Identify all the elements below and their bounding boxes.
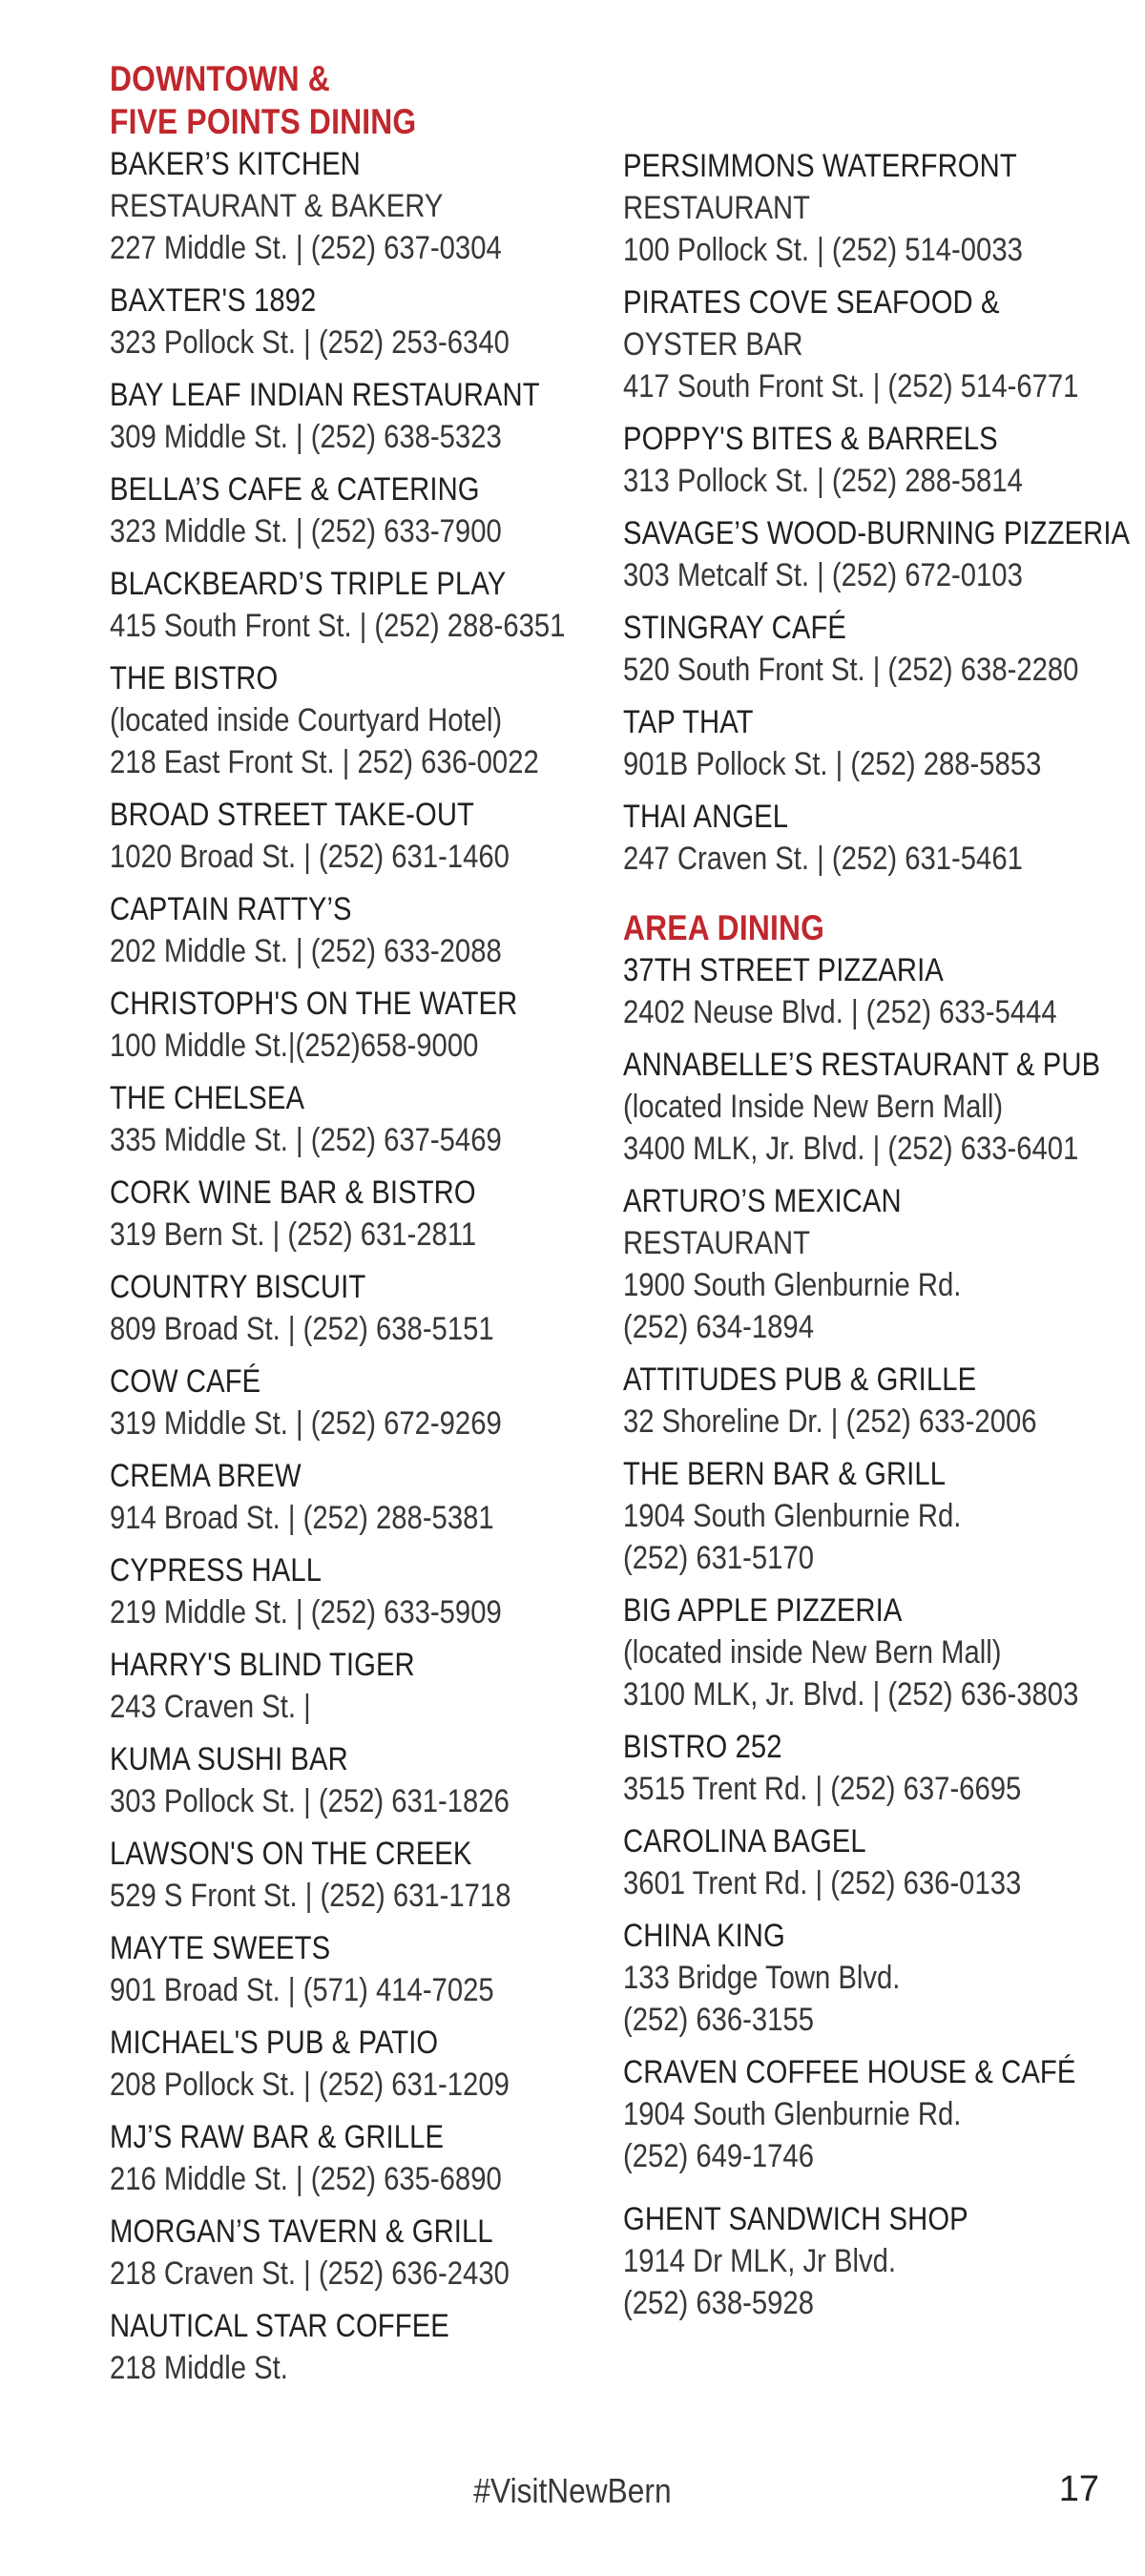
- restaurant-detail: RESTAURANT: [623, 1225, 811, 1261]
- restaurant-name: PERSIMMONS WATERFRONT: [623, 148, 1017, 184]
- restaurant-name: GHENT SANDWICH SHOP: [623, 2201, 968, 2237]
- restaurant-name: COUNTRY BISCUIT: [110, 1269, 366, 1305]
- area-restaurant-list: [623, 949, 1107, 2324]
- restaurant-entry: [110, 143, 586, 269]
- restaurant-entry: [110, 794, 586, 878]
- downtown-restaurant-list-continued: [623, 145, 1131, 880]
- restaurant-entry: [110, 1077, 586, 1161]
- restaurant-detail: (252) 634-1894: [623, 1309, 814, 1345]
- restaurant-entry: [110, 374, 586, 458]
- restaurant-entry: [623, 949, 1107, 1033]
- restaurant-entry: [623, 512, 1131, 596]
- restaurant-name: PIRATES COVE SEAFOOD &: [623, 284, 1000, 321]
- restaurant-entry: [110, 1644, 586, 1728]
- restaurant-entry: [110, 2211, 586, 2295]
- restaurant-name: CAROLINA BAGEL: [623, 1823, 866, 1859]
- restaurant-detail: 3515 Trent Rd. | (252) 637-6695: [623, 1771, 1022, 1807]
- restaurant-detail: 218 Middle St.: [110, 2350, 288, 2386]
- restaurant-entry: [110, 1455, 586, 1539]
- restaurant-name: ATTITUDES PUB & GRILLE: [623, 1361, 977, 1398]
- restaurant-name: CREMA BREW: [110, 1458, 302, 1494]
- restaurant-name: 37TH STREET PIZZARIA: [623, 952, 944, 988]
- restaurant-detail: 3400 MLK, Jr. Blvd. | (252) 633-6401: [623, 1131, 1079, 1167]
- restaurant-name: THE BISTRO: [110, 660, 279, 696]
- restaurant-name: BAKER’S KITCHEN: [110, 146, 361, 182]
- restaurant-detail: (252) 636-3155: [623, 2002, 814, 2038]
- restaurant-name: COW CAFÉ: [110, 1363, 261, 1400]
- restaurant-detail: 243 Craven St. |: [110, 1689, 311, 1725]
- restaurant-detail: 227 Middle St. | (252) 637-0304: [110, 230, 502, 266]
- restaurant-name: BAXTER'S 1892: [110, 282, 317, 319]
- restaurant-name: CHRISTOPH'S ON THE WATER: [110, 986, 518, 1022]
- restaurant-detail: (located inside Courtyard Hotel): [110, 702, 503, 738]
- restaurant-detail: 809 Broad St. | (252) 638-5151: [110, 1311, 494, 1347]
- restaurant-detail: 218 Craven St. | (252) 636-2430: [110, 2255, 510, 2292]
- heading-line: FIVE POINTS DINING: [110, 102, 417, 141]
- restaurant-entry: [110, 280, 586, 364]
- restaurant-entry: [623, 1044, 1107, 1170]
- restaurant-detail: 323 Pollock St. | (252) 253-6340: [110, 324, 510, 361]
- restaurant-detail: 323 Middle St. | (252) 633-7900: [110, 513, 502, 550]
- restaurant-name: HARRY'S BLIND TIGER: [110, 1647, 415, 1683]
- hashtag: #VisitNewBern: [473, 2471, 672, 2510]
- restaurant-detail: 529 S Front St. | (252) 631-1718: [110, 1878, 511, 1914]
- restaurant-entry: [110, 563, 586, 647]
- restaurant-detail: 417 South Front St. | (252) 514-6771: [623, 368, 1079, 405]
- restaurant-entry: [623, 1726, 1107, 1810]
- restaurant-entry: [110, 1833, 586, 1917]
- restaurant-name: CAPTAIN RATTY’S: [110, 891, 352, 927]
- restaurant-entry: [623, 701, 1107, 785]
- restaurant-name: ARTURO’S MEXICAN: [623, 1183, 902, 1219]
- restaurant-detail: RESTAURANT: [623, 190, 811, 226]
- restaurant-detail: 3601 Trent Rd. | (252) 636-0133: [623, 1865, 1022, 1901]
- restaurant-entry: [110, 1266, 586, 1350]
- restaurant-name: BAY LEAF INDIAN RESTAURANT: [110, 377, 540, 413]
- restaurant-name: ANNABELLE’S RESTAURANT & PUB: [623, 1047, 1101, 1083]
- restaurant-entry: [110, 1172, 586, 1256]
- restaurant-detail: 1904 South Glenburnie Rd.: [623, 1498, 962, 1534]
- section-heading-area: AREA DINING: [623, 908, 825, 947]
- restaurant-entry: [623, 1820, 1107, 1904]
- restaurant-detail: OYSTER BAR: [623, 326, 803, 363]
- restaurant-name: NAUTICAL STAR COFFEE: [110, 2308, 449, 2344]
- restaurant-detail: 520 South Front St. | (252) 638-2280: [623, 652, 1079, 688]
- restaurant-entry: [623, 418, 1107, 502]
- restaurant-detail: 247 Craven St. | (252) 631-5461: [623, 841, 1023, 877]
- restaurant-detail: (located Inside New Bern Mall): [623, 1089, 1004, 1125]
- restaurant-name: CYPRESS HALL: [110, 1552, 323, 1589]
- restaurant-name: CHINA KING: [623, 1918, 785, 1954]
- restaurant-entry: [623, 145, 1107, 271]
- restaurant-entry: [110, 657, 586, 783]
- restaurant-entry: [623, 607, 1107, 691]
- restaurant-detail: 208 Pollock St. | (252) 631-1209: [110, 2067, 510, 2103]
- restaurant-entry: [623, 281, 1107, 407]
- restaurant-name: BIG APPLE PIZZERIA: [623, 1592, 903, 1629]
- restaurant-name: THAI ANGEL: [623, 799, 789, 835]
- restaurant-detail: 303 Pollock St. | (252) 631-1826: [110, 1783, 510, 1819]
- restaurant-detail: 202 Middle St. | (252) 633-2088: [110, 933, 502, 969]
- section-heading-downtown: [110, 57, 586, 143]
- restaurant-detail: 415 South Front St. | (252) 288-6351: [110, 608, 566, 644]
- restaurant-detail: 32 Shoreline Dr. | (252) 633-2006: [623, 1403, 1037, 1440]
- restaurant-name: BISTRO 252: [623, 1729, 782, 1765]
- restaurant-detail: 914 Broad St. | (252) 288-5381: [110, 1500, 494, 1536]
- restaurant-entry: [110, 2116, 586, 2200]
- restaurant-entry: [623, 1589, 1107, 1715]
- restaurant-detail: 1900 South Glenburnie Rd.: [623, 1267, 962, 1303]
- restaurant-entry: [110, 1927, 586, 2011]
- restaurant-name: CRAVEN COFFEE HOUSE & CAFÉ: [623, 2054, 1076, 2090]
- restaurant-detail: 309 Middle St. | (252) 638-5323: [110, 419, 502, 455]
- restaurant-name: STINGRAY CAFÉ: [623, 610, 847, 646]
- restaurant-entry: [110, 888, 586, 972]
- restaurant-detail: 1914 Dr MLK, Jr Blvd.: [623, 2243, 897, 2279]
- restaurant-name: BELLA’S CAFE & CATERING: [110, 471, 480, 508]
- restaurant-detail: 100 Pollock St. | (252) 514-0033: [623, 232, 1023, 268]
- restaurant-name: SAVAGE’S WOOD-BURNING PIZZERIA: [623, 515, 1131, 551]
- restaurant-entry: [110, 983, 586, 1067]
- page-number: 17: [1058, 2469, 1099, 2509]
- restaurant-name: BLACKBEARD’S TRIPLE PLAY: [110, 566, 507, 602]
- restaurant-detail: 1020 Broad St. | (252) 631-1460: [110, 839, 510, 875]
- restaurant-entry: [623, 2198, 1107, 2324]
- heading-line: DOWNTOWN &: [110, 59, 330, 98]
- restaurant-name: TAP THAT: [623, 704, 754, 740]
- restaurant-name: MJ’S RAW BAR & GRILLE: [110, 2119, 445, 2155]
- restaurant-detail: 219 Middle St. | (252) 633-5909: [110, 1594, 502, 1631]
- restaurant-entry: [623, 1359, 1107, 1443]
- restaurant-entry: [623, 1915, 1107, 2041]
- restaurant-detail: 2402 Neuse Blvd. | (252) 633-5444: [623, 994, 1057, 1030]
- restaurant-detail: RESTAURANT & BAKERY: [110, 188, 444, 224]
- restaurant-detail: 100 Middle St.|(252)658-9000: [110, 1028, 479, 1064]
- restaurant-entry: [623, 1453, 1107, 1579]
- restaurant-detail: 901 Broad St. | (571) 414-7025: [110, 1972, 494, 2008]
- restaurant-entry: [623, 2051, 1107, 2177]
- restaurant-detail: 335 Middle St. | (252) 637-5469: [110, 1122, 502, 1158]
- restaurant-entry: [110, 2305, 586, 2389]
- restaurant-detail: 313 Pollock St. | (252) 288-5814: [623, 463, 1023, 499]
- restaurant-entry: [110, 1361, 586, 1444]
- left-column: [110, 57, 586, 2399]
- restaurant-entry: [110, 1738, 586, 1822]
- downtown-restaurant-list: [110, 143, 586, 2389]
- restaurant-detail: 319 Middle St. | (252) 672-9269: [110, 1405, 502, 1442]
- restaurant-name: THE CHELSEA: [110, 1080, 305, 1116]
- restaurant-name: CORK WINE BAR & BISTRO: [110, 1174, 476, 1211]
- restaurant-detail: (252) 631-5170: [623, 1540, 814, 1576]
- restaurant-entry: [623, 1180, 1107, 1348]
- restaurant-detail: 303 Metcalf St. | (252) 672-0103: [623, 557, 1023, 593]
- restaurant-entry: [623, 796, 1107, 880]
- restaurant-name: THE BERN BAR & GRILL: [623, 1456, 947, 1492]
- restaurant-detail: 133 Bridge Town Blvd.: [623, 1960, 901, 1996]
- restaurant-entry: [110, 468, 586, 552]
- restaurant-detail: (252) 638-5928: [623, 2285, 814, 2321]
- restaurant-detail: (252) 649-1746: [623, 2138, 814, 2174]
- restaurant-name: MICHAEL'S PUB & PATIO: [110, 2025, 439, 2061]
- restaurant-detail: 901B Pollock St. | (252) 288-5853: [623, 746, 1042, 782]
- restaurant-name: MAYTE SWEETS: [110, 1930, 331, 1966]
- restaurant-name: LAWSON'S ON THE CREEK: [110, 1836, 472, 1872]
- restaurant-name: MORGAN’S TAVERN & GRILL: [110, 2213, 493, 2250]
- restaurant-detail: 216 Middle St. | (252) 635-6890: [110, 2161, 502, 2197]
- restaurant-name: KUMA SUSHI BAR: [110, 1741, 348, 1777]
- restaurant-detail: (located inside New Bern Mall): [623, 1634, 1002, 1671]
- restaurant-detail: 218 East Front St. | 252) 636-0022: [110, 744, 539, 780]
- right-column: [623, 145, 1131, 2335]
- restaurant-detail: 3100 MLK, Jr. Blvd. | (252) 636-3803: [623, 1676, 1079, 1713]
- restaurant-entry: [110, 1549, 586, 1633]
- restaurant-name: POPPY'S BITES & BARRELS: [623, 421, 998, 457]
- restaurant-name: BROAD STREET TAKE-OUT: [110, 797, 474, 833]
- restaurant-detail: 319 Bern St. | (252) 631-2811: [110, 1216, 477, 1253]
- restaurant-entry: [110, 2022, 586, 2106]
- restaurant-detail: 1904 South Glenburnie Rd.: [623, 2096, 962, 2132]
